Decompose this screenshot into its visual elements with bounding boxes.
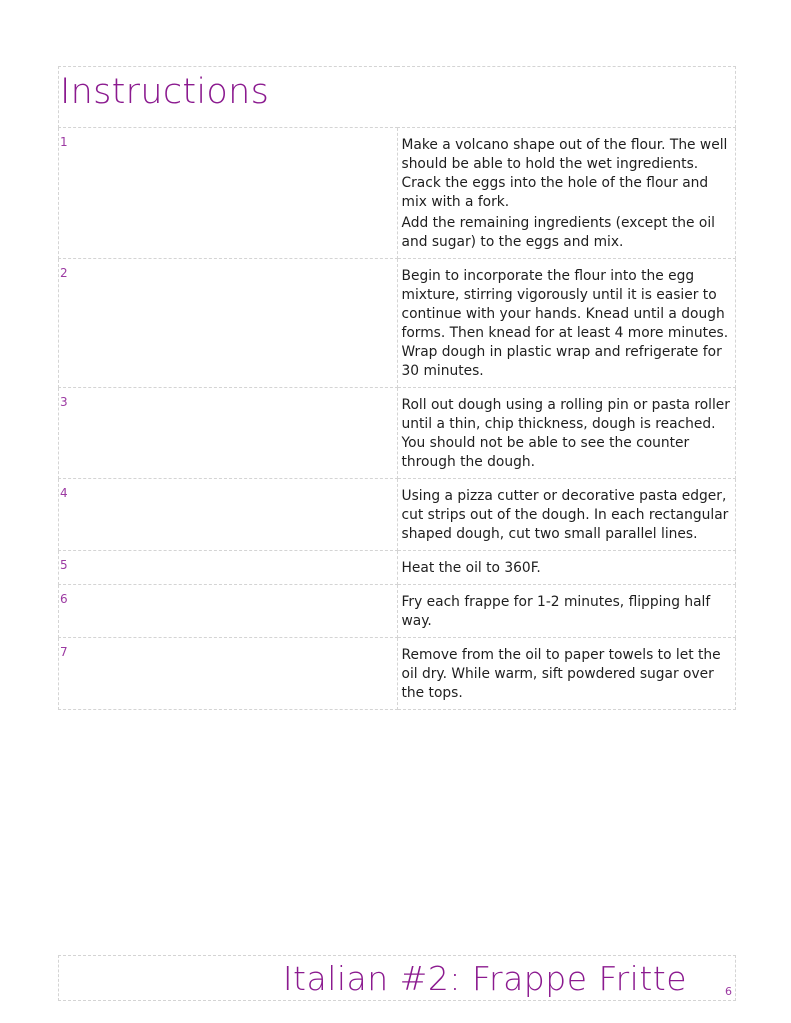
step-text — [397, 259, 736, 388]
step-paragraph: Roll out dough using a rolling pin or pasta roller until a thin, chip thickness, dough is reached. You should not be able to see the counter through the dough. — [401, 397, 730, 470]
step-number: 6 — [59, 585, 398, 638]
step-number: 3 — [59, 388, 398, 479]
step-text — [397, 479, 736, 551]
step-row — [59, 128, 736, 259]
step-text — [397, 585, 736, 638]
step-number: 1 — [59, 128, 398, 259]
step-text — [397, 128, 736, 259]
step-row — [59, 585, 736, 638]
instructions-heading: Instructions — [60, 72, 270, 112]
step-number: 4 — [59, 479, 398, 551]
step-row — [59, 259, 736, 388]
page-number: 6 — [725, 985, 732, 998]
heading-row — [59, 67, 736, 128]
step-paragraph: Add the remaining ingredients (except the oil and sugar) to the eggs and mix. — [401, 215, 715, 250]
step-paragraph: Make a volcano shape out of the flour. The well should be able to hold the wet ingredients. Crack the eggs into the hole of the flour and mix with a fork. — [401, 137, 728, 210]
step-row — [59, 551, 736, 585]
step-text — [397, 638, 736, 710]
heading-cell — [59, 67, 736, 128]
footer — [58, 955, 736, 1001]
step-paragraph: Fry each frappe for 1-2 minutes, flipping half way. — [401, 594, 711, 629]
instructions-table — [58, 66, 736, 710]
step-number: 2 — [59, 259, 398, 388]
step-number: 7 — [59, 638, 398, 710]
step-row — [59, 479, 736, 551]
step-paragraph: Begin to incorporate the flour into the egg mixture, stirring vigorously until it is easier to continue with your hands. Knead until a dough forms. Then knead for at least 4 more minutes. Wrap dough in plastic wrap and refrigerate for 30 minutes. — [401, 268, 729, 379]
step-text — [397, 388, 736, 479]
step-row — [59, 388, 736, 479]
step-row — [59, 638, 736, 710]
recipe-title: Italian #2: Frappe Fritte — [282, 959, 687, 998]
step-paragraph: Remove from the oil to paper towels to let the oil dry. While warm, sift powdered sugar over the tops. — [401, 647, 721, 701]
step-text — [397, 551, 736, 585]
step-paragraph: Heat the oil to 360F. — [401, 560, 541, 576]
step-number: 5 — [59, 551, 398, 585]
step-paragraph: Using a pizza cutter or decorative pasta edger, cut strips out of the dough. In each rectangular shaped dough, cut two small parallel lines. — [401, 488, 729, 542]
